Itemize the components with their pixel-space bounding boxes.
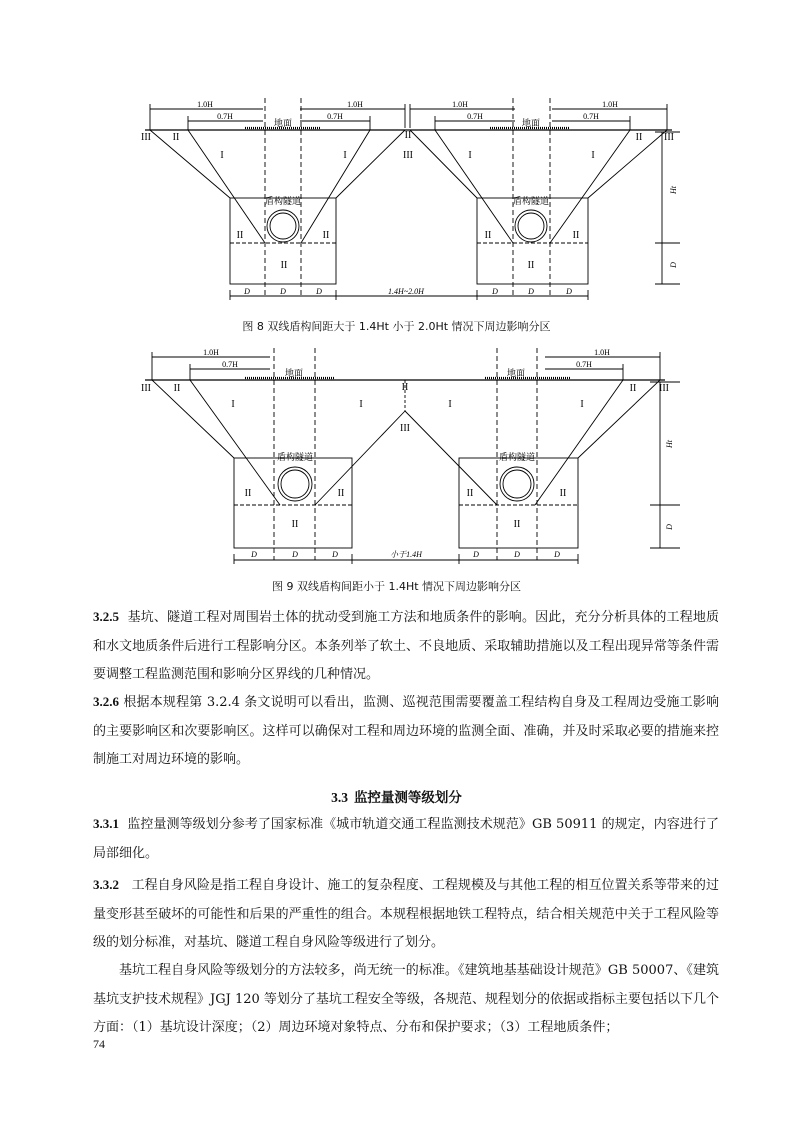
fig9-tunnel-label-left: 盾构隧道 [276,452,314,462]
fig8-dim-top-5: 1.0H [452,100,468,109]
fig8-dim-bottom: D [528,287,534,296]
fig8-zone-i: I [343,150,347,161]
fig8-zone-ii: II [404,130,412,141]
fig8-dim-top-8: 0.7H [583,112,599,121]
section-3-2-5 [93,603,719,690]
fig9-dim-right-d: D [665,524,674,530]
fig8-tunnel-right [515,210,547,242]
fig8-dim-bottom: D [244,287,250,296]
fig9-tunnel-label-right: 盾构隧道 [498,452,536,462]
fig8-zone-ii: II [635,132,643,143]
fig9-dim-top-4: 0.7H [576,360,592,369]
fig8-dim-bottom: D [492,287,498,296]
fig8-zone-ii: II [280,260,288,271]
section-number: 3.2.6 [93,694,119,709]
fig8-zone-ii: II [484,230,492,241]
fig9-zone-ii: II [337,488,345,499]
figure-8-diagram [0,95,793,307]
fig9-zone-ii: II [466,488,474,499]
fig9-dim-bottom: D [251,550,257,559]
fig8-zone-iii: III [664,132,674,143]
fig8-dim-top-1: 1.0H [197,100,213,109]
figure-9-diagram [0,345,793,567]
fig9-zone-i: I [448,399,452,410]
fig9-zone-ii: II [401,382,409,393]
fig9-zone-iii: III [659,383,669,394]
fig8-zone-ii: II [572,230,580,241]
fig9-zone-i: I [580,399,584,410]
fig8-zone-ii: II [172,132,180,143]
section-number: 3.3.2 [93,877,119,892]
heading-3-3 [0,786,793,806]
fig8-dim-bottom: D [316,287,322,296]
fig9-dim-bottom: D [554,550,560,559]
fig9-zone-ii: II [559,488,567,499]
fig9-dim-right-ht: Ht [665,440,674,448]
fig9-dim-bottom: D [514,550,520,559]
heading-number: 3.3 [331,790,348,805]
section-text: 工程自身风险是指工程自身设计、施工的复杂程度、工程规模及与其他工程的相互位置关系等带来的过量变形甚至破坏的可能性和后果的严重性的组合。本规程根据地铁工程特点，结合相关规范中关于工程风险等级的划分标准，对基坑、隧道工程自身风险等级进行了划分。 [93,878,719,950]
fig8-zone-iii: III [141,132,151,143]
fig9-ground-label-right: 地面 [506,368,526,378]
fig9-dim-bottom: D [332,550,338,559]
section-number: 3.3.1 [93,816,119,831]
fig8-zone-i: I [468,150,472,161]
fig8-ground-label-left: 地面 [273,118,293,128]
fig8-dim-top-3: 1.0H [347,100,363,109]
section-text: 基坑、隧道工程对周围岩土体的扰动受到施工方法和地质条件的影响。因此，充分分析具体的工程地质和水文地质条件后进行工程影响分区。本条列举了软土、不良地质、采取辅助措施以及工程出现异常等条件需要调整工程监测范围和影响分区界线的几种情况。 [93,610,719,682]
section-3-2-6 [93,688,719,775]
fig9-dim-top-3: 1.0H [594,348,610,357]
figure-8-caption: 图 8 双线盾构间距大于 1.4Ht 小于 2.0Ht 情况下周边影响分区 [242,320,551,333]
fig9-dim-bottom-spacing: 小于1.4H [390,550,422,559]
section-3-3-1 [93,810,719,868]
fig9-zone-i: I [231,399,235,410]
fig9-zone-iii: III [141,383,151,394]
fig9-zone-ii: II [629,383,637,394]
fig8-tunnel-label-right: 盾构隧道 [512,196,550,206]
fig8-tunnel-label-left: 盾构隧道 [264,196,302,206]
figure-9-caption: 图 9 双线盾构间距小于 1.4Ht 情况下周边影响分区 [271,580,522,593]
fig9-dim-bottom: D [473,550,479,559]
fig8-dim-top-6: 0.7H [467,112,483,121]
fig9-ground-label-left: 地面 [284,368,304,378]
fig9-zone-ii: II [244,488,252,499]
fig9-dim-top-1: 1.0H [203,348,219,357]
fig8-dim-top-2: 0.7H [217,112,233,121]
fig9-tunnel-right [500,467,534,501]
fig8-zone-ii: II [236,230,244,241]
heading-title: 监控量测等级划分 [353,790,462,806]
fig9-zone-iii: III [400,423,410,434]
fig9-zone-ii: II [291,519,299,530]
page-number: 74 [93,1037,105,1051]
fig9-zone-i: I [359,399,363,410]
section-number: 3.2.5 [93,609,119,624]
paragraph-text: 基坑工程自身风险等级划分的方法较多，尚无统一的标准。《建筑地基基础设计规范》GB 50007、《建筑基坑支护技术规程》JGJ 120 等划分了基坑工程安全等级，各规范、规程划分的依据或指标主要包括以下几个方面：（1）基坑设计深度；（2）周边环境对象特点、分布和保护要求；（3）工程地质条件； [93,963,719,1035]
fig8-dim-bottom: D [280,287,286,296]
fig8-zone-ii: II [527,260,535,271]
fig8-dim-top-7: 1.0H [602,100,618,109]
section-text: 监控量测等级划分参考了国家标准《城市轨道交通工程监测技术规范》GB 50911 的规定，内容进行了局部细化。 [93,817,720,861]
fig8-dim-right-ht: Ht [669,186,678,194]
fig8-zone-i: I [591,150,595,161]
fig8-zone-iii: III [403,150,413,161]
fig8-dim-bottom-spacing: 1.4H~2.0H [388,287,424,296]
section-text: 根据本规程第 3.2.4 条文说明可以看出，监测、巡视范围需要覆盖工程结构自身及工程周边受施工影响的主要影响区和次要影响区。这样可以确保对工程和周边环境的监测全面、准确，并及时采取必要的措施来控制施工对周边环境的影响。 [93,695,719,767]
fig8-dim-bottom: D [566,287,572,296]
fig8-dim-right-d: D [669,262,678,268]
fig8-ground-label-right: 地面 [521,118,541,128]
fig9-zone-ii: II [173,383,181,394]
section-3-3-2 [93,871,719,958]
fig9-zone-ii: II [513,519,521,530]
paragraph-foundation-pit-risk [93,957,719,1043]
fig9-dim-bottom: D [292,550,298,559]
fig9-dim-top-2: 0.7H [222,360,238,369]
fig8-tunnel-left [267,210,299,242]
fig8-zone-ii: II [322,230,330,241]
fig8-zone-i: I [220,150,224,161]
fig8-dim-top-4: 0.7H [327,112,343,121]
fig9-tunnel-left [278,467,312,501]
